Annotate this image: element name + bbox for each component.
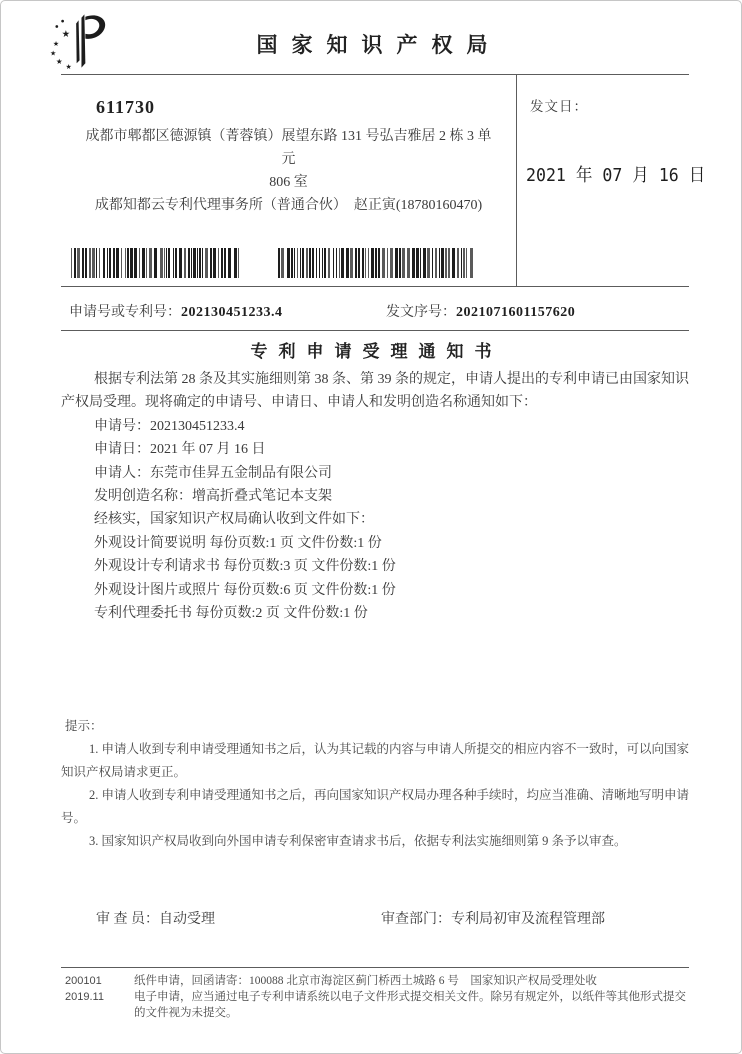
field-label: 发明创造名称： (94, 489, 192, 505)
document-footer (61, 967, 689, 1021)
barcode (71, 248, 241, 278)
issue-date-value: 2021 年 07 月 16 日 (526, 165, 706, 186)
footer-electronic-instruction: 电子申请，应当通过电子专利申请系统以电子文件形式提交相关文件。除另有规定外，以纸件等其他形式提交的文件视为未提交。 (134, 991, 686, 1019)
field-label: 申请人： (94, 465, 150, 481)
svg-text:★: ★ (50, 50, 57, 58)
field-value: 202130451233.4 (150, 418, 245, 434)
svg-text:★: ★ (55, 57, 63, 67)
application-number (69, 301, 283, 321)
address-line-1: 成都市郫都区德源镇（菁蓉镇）展望东路 131 号弘吉雅居 2 栋 3 单元 (85, 129, 492, 167)
recipient-and-date-box (61, 74, 706, 287)
tips-heading: 提示： (65, 719, 103, 733)
svg-text:★: ★ (61, 29, 71, 41)
examining-department (381, 908, 605, 928)
received-doc-line: 专利代理委托书 每份页数:2 页 文件份数:1 份 (94, 606, 368, 622)
application-number-value: 202130451233.4 (181, 305, 283, 320)
agency-line: 成都知都云专利代理事务所（普通合伙） 赵正寅(18780160470) (94, 198, 483, 213)
examiner-value: 自动受理 (159, 912, 215, 927)
address-line-2: 806 室 (269, 175, 308, 190)
notice-title: 专利申请受理通知书 (250, 342, 503, 361)
form-code: 200101 (65, 975, 102, 987)
notice-body (61, 368, 689, 625)
examiner (96, 908, 215, 928)
department-label: 审查部门： (381, 912, 451, 927)
tip-item: 1. 申请人收到专利申请受理通知书之后，认为其记载的内容与申请人所提交的相应内容不一致时，可以向国家知识产权局请求更正。 (61, 742, 690, 779)
field-value: 增高折叠式笔记本支架 (192, 489, 332, 505)
recipient-address (81, 125, 496, 217)
tip-item: 2. 申请人收到专利申请受理通知书之后，再向国家知识产权局办理各种手续时，均应当准确、清晰地写明申请号。 (61, 788, 690, 825)
barcode (278, 248, 474, 278)
field-line (61, 485, 689, 508)
footer-form-codes (61, 973, 134, 1021)
barcode-row (71, 248, 511, 278)
reference-row (61, 287, 689, 331)
serial-number (386, 301, 575, 321)
recipient-panel (61, 75, 516, 286)
tips-section (61, 715, 689, 853)
signoff-row (61, 908, 689, 928)
serial-number-label: 发文序号： (386, 305, 456, 320)
issue-date-panel (516, 75, 706, 286)
field-line (61, 462, 689, 485)
field-value: 2021 年 07 月 16 日 (150, 442, 266, 458)
office-name-title: 国家知识产权局 (256, 33, 502, 57)
document-header (1, 1, 742, 74)
footer-paper-instruction: 纸件申请，回函请寄：100088 北京市海淀区蓟门桥西土城路 6 号 国家知识产权局受理处收 (134, 975, 597, 987)
svg-text:★: ★ (65, 64, 72, 71)
received-doc-line: 外观设计图片或照片 每份页数:6 页 文件份数:1 份 (94, 582, 396, 598)
field-line (61, 438, 689, 461)
svg-text:★: ★ (52, 40, 60, 48)
postal-code: 611730 (96, 97, 156, 117)
received-doc-line: 外观设计简要说明 每份页数:1 页 文件份数:1 份 (94, 535, 382, 551)
body-intro: 根据专利法第 28 条及其实施细则第 38 条、第 39 条的规定，申请人提出的专利申请已由国家知识产权局受理。现将确定的申请号、申请日、申请人和发明创造名称通知如下： (61, 372, 689, 411)
issue-date-label: 发文日： (530, 99, 588, 114)
examiner-label: 审 查 员： (96, 912, 159, 927)
application-number-label: 申请号或专利号： (69, 305, 181, 320)
footer-instructions (134, 973, 689, 1021)
field-line (61, 415, 689, 438)
department-value: 专利局初审及流程管理部 (451, 912, 605, 927)
tip-item: 3. 国家知识产权局收到向外国申请专利保密审查请求书后，依据专利法实施细则第 9 条予以审查。 (89, 834, 627, 848)
received-intro: 经核实，国家知识产权局确认收到文件如下： (94, 512, 374, 528)
field-label: 申请日： (94, 442, 150, 458)
field-value: 东莞市佳昇五金制品有限公司 (150, 465, 332, 481)
received-doc-line: 外观设计专利请求书 每份页数:3 页 文件份数:1 份 (94, 559, 396, 575)
form-code-date: 2019.11 (65, 991, 104, 1003)
field-label: 申请号： (94, 418, 150, 434)
serial-number-value: 2021071601157620 (456, 305, 576, 320)
